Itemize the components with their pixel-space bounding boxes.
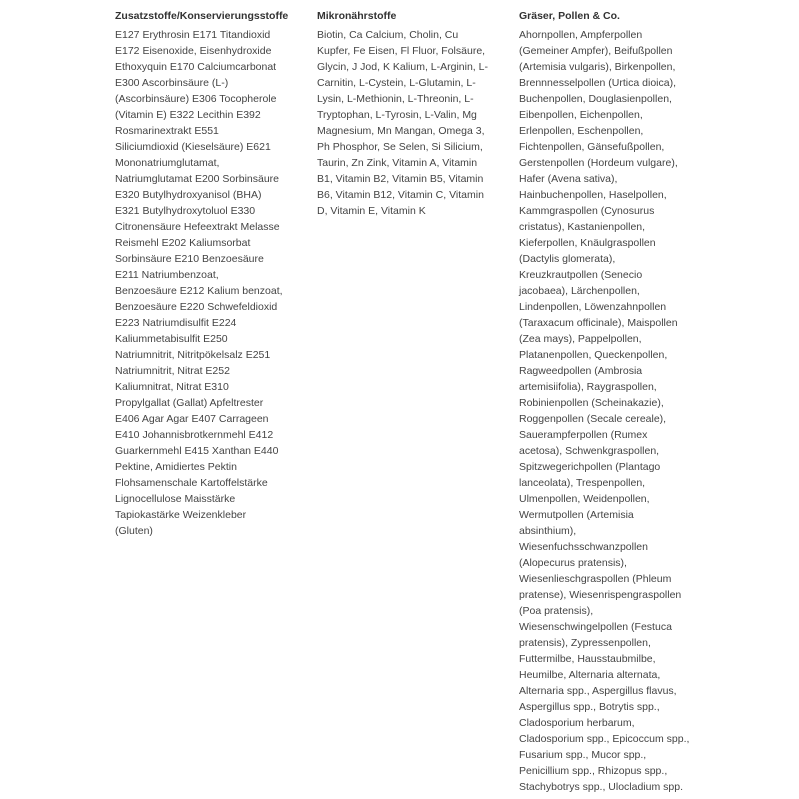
- column-heading-pollen: Gräser, Pollen & Co.: [519, 10, 620, 22]
- column-pollen: [519, 8, 704, 795]
- column-heading-additives: Zusatzstoffe/Konservierungsstoffe: [115, 10, 289, 22]
- column-additives: [115, 8, 300, 539]
- column-text-pollen: Ahornpollen, Ampferpollen (Gemeiner Ampfer), Beifußpollen (Artemisia vulgaris), Birkenpollen, Brennnesselpollen (Urtica dioica), Buchenpollen, Douglasienpollen, Eibenpollen, Eichenpollen, Erlenpollen, Eschenpollen, Fichtenpollen, Gänsefußpollen, Gerstenpollen (Hordeum vulgare), Hafer (Avena sativa), Hainbuchenpollen, Haselpollen, Kammgraspollen (Cynosurus cristatus), Kastanienpollen, Kieferpollen, Knäulgraspollen (Dactylis glomerata), Kreuzkrautpollen (Senecio jacobaea), Lärchenpollen, Lindenpollen, Löwenzahnpollen (Taraxacum officinale), Maispollen (Zea mays), Pappelpollen, Platanenpollen, Queckenpollen, Ragweedpollen (Ambrosia artemisiifolia), Raygraspollen, Robinienpollen (Scheinakazie), Roggenpollen (Secale cereale), Sauerampferpollen (Rumex acetosa), Schwenkgraspollen, Spitzwegerichpollen (Plantago lanceolata), Trespenpollen, Ulmenpollen, Weidenpollen, Wermutpollen (Artemisia absinthium), Wiesenfuchsschwanzpollen (Alopecurus pratensis), Wiesenlieschgraspollen (Phleum pratense), Wiesenrispengraspollen (Poa pratensis), Wiesenschwingelpollen (Festuca pratensis), Zypressenpollen, Futtermilbe, Hausstaubmilbe, Heumilbe, Alternaria alternata, Alternaria spp., Aspergillus flavus, Aspergillus spp., Botrytis spp., Cladosporium herbarum, Cladosporium spp., Epicoccum spp., Fusarium spp., Mucor spp., Penicillium spp., Rhizopus spp., Stachybotrys spp., Ulocladium spp.: [519, 29, 690, 793]
- column-micronutrients: [317, 8, 497, 219]
- column-text-additives: E127 Erythrosin E171 Titandioxid E172 Eisenoxide, Eisenhydroxide Ethoxyquin E170 Calciumcarbonat E300 Ascorbinsäure (L-) (Ascorbinsäure) E306 Tocopherole (Vitamin E) E322 Lecithin E392 Rosmarinextrakt E551 Siliciumdioxid (Kieselsäure) E621 Mononatriumglutamat, Natriumglutamat E200 Sorbinsäure E320 Butylhydroxyanisol (BHA) E321 Butylhydroxytoluol E330 Citronensäure Hefeextrakt Melasse Reismehl E202 Kaliumsorbat Sorbinsäure E210 Benzoesäure E211 Natriumbenzoat, Benzoesäure E212 Kalium benzoat, Benzoesäure E220 Schwefeldioxid E223 Natriumdisulfit E224 Kaliummetabisulfit E250 Natriumnitrit, Nitritpökelsalz E251 Natriumnitrit, Nitrat E252 Kaliumnitrat, Nitrat E310 Propylgallat (Gallat) Apfeltrester E406 Agar Agar E407 Carrageen E410 Johannisbrotkernmehl E412 Guarkernmehl E415 Xanthan E440 Pektine, Amidiertes Pektin Flohsamenschale Kartoffelstärke Lignocellulose Maisstärke Tapiokastärke Weizenkleber (Gluten): [115, 29, 283, 537]
- column-heading-micronutrients: Mikronährstoffe: [317, 10, 397, 22]
- column-text-micronutrients: Biotin, Ca Calcium, Cholin, Cu Kupfer, Fe Eisen, Fl Fluor, Folsäure, Glycin, J Jod, K Kalium, L-Arginin, L- Carnitin, L-Cystein, L-Glutamin, L- Lysin, L-Methionin, L-Threonin, L- Tryptophan, L-Tyrosin, L-Valin, Mg Magnesium, Mn Mangan, Omega 3, Ph Phosphor, Se Selen, Si Silicium, Taurin, Zn Zink, Vitamin A, Vitamin B1, Vitamin B2, Vitamin B5, Vitamin B6, Vitamin B12, Vitamin C, Vitamin D, Vitamin E, Vitamin K: [317, 29, 488, 217]
